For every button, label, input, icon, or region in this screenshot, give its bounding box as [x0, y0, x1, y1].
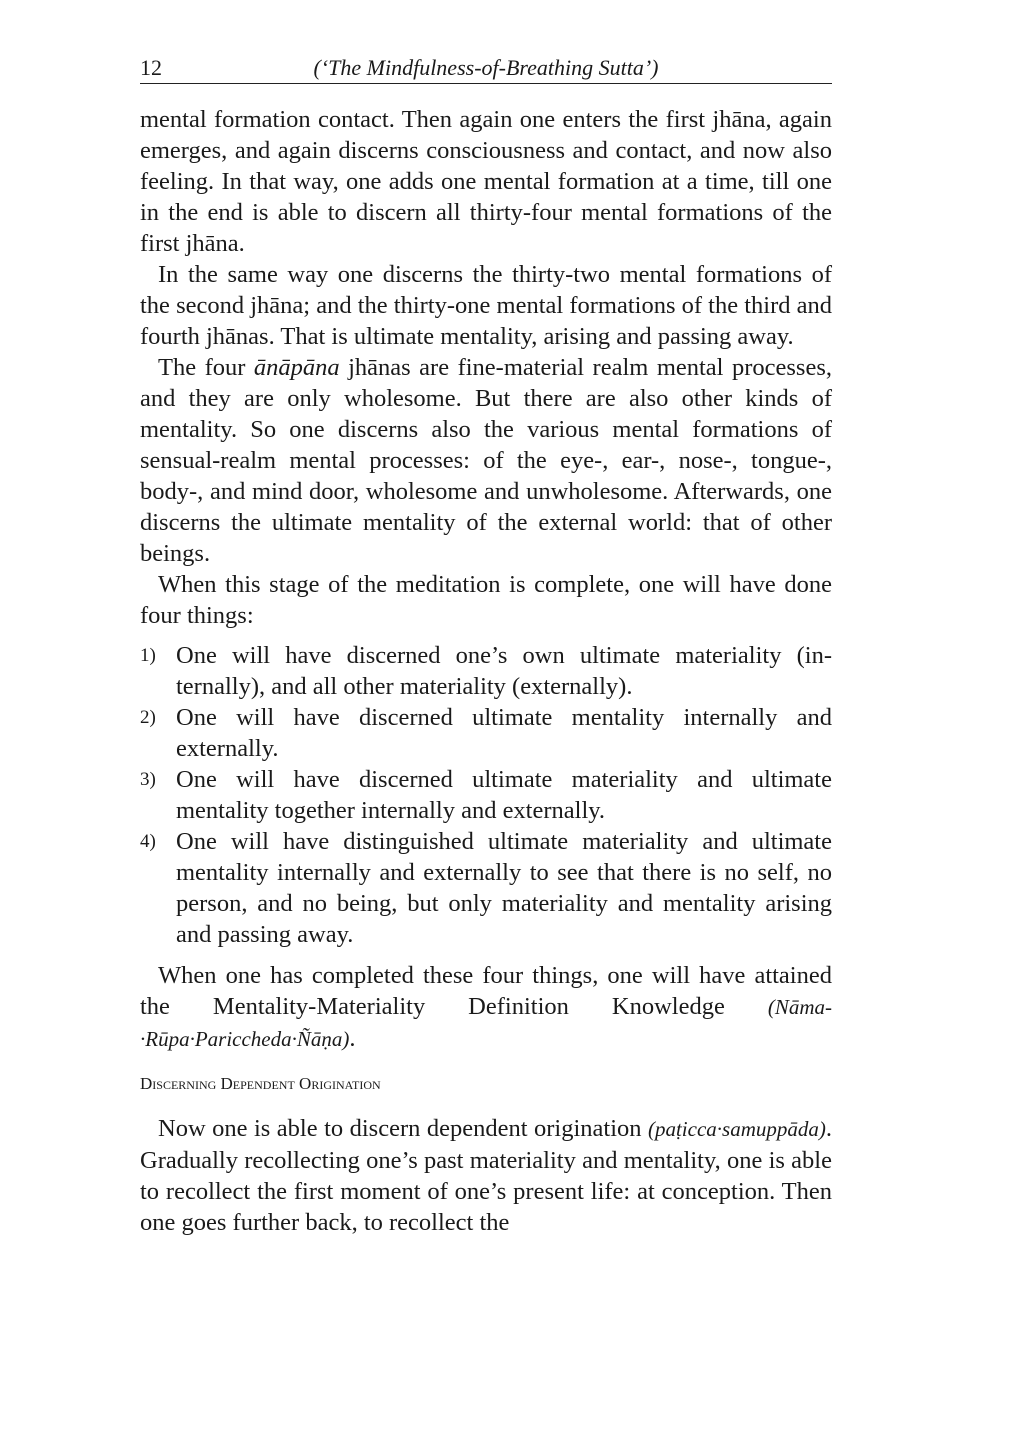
- body-text: [140, 104, 832, 1238]
- running-header: [140, 52, 832, 84]
- list-item-text: One will have discerned ultimate materiality and ultimate mentality together internally and externally.: [176, 766, 832, 824]
- list-item: [140, 764, 832, 826]
- paragraph-5: [140, 960, 832, 1055]
- paragraph-3-rest: jhānas are fine-material realm mental processes, and they are only wholesome. But there are also other kinds of mentality. So one discerns also the various mental formations of sensual-realm mental processes: of the eye-, ear-, nose-, tongue-, body-, and mind door, wholesome and unwholesome. Afterwards, one discerns the ultimate mentality of the external world: that of other beings.: [140, 354, 832, 567]
- list-item-number: 3): [140, 769, 156, 790]
- paragraph-5-term: (Nāma-·Rūpa·Pariccheda·Ñāṇa): [140, 995, 832, 1051]
- book-page: [140, 52, 832, 1238]
- paragraph-6-term: (paṭicca·samuppāda): [647, 1117, 826, 1141]
- paragraph-6: [140, 1113, 832, 1238]
- paragraph-6-rest: . Gradually recollecting one’s past materiality and mentality, one is able to recollect the first moment of one’s present life: at conception. Then one goes further back, to recollect the: [140, 1115, 832, 1236]
- paragraph-3: [140, 352, 832, 569]
- paragraph-5-lead: When one has completed these four things, one will have attained the Mentality-Materiality Definition Knowledge: [140, 962, 832, 1020]
- paragraph-2: In the same way one discerns the thirty-two mental formations of the second jhāna; and the thirty-one mental formations of the third and fourth jhānas. That is ultimate mentality, arising and passing away.: [140, 261, 832, 350]
- list-item-text: One will have distinguished ultimate materiality and ultimate mentality internally and externally to see that there is no self, no person, and no being, but only materiality and mentality arising and passing away.: [176, 828, 832, 948]
- paragraph-3-term: ānāpāna: [253, 354, 340, 381]
- running-title: (‘The Mindfulness-of-Breathing Sutta’): [313, 55, 659, 80]
- paragraph-4: When this stage of the meditation is complete, one will have done four things:: [140, 571, 832, 629]
- list-item: [140, 702, 832, 764]
- paragraph-3-lead: The four: [158, 354, 254, 381]
- four-things-list: [140, 640, 832, 950]
- list-item-number: 4): [140, 831, 156, 852]
- paragraph-1: mental formation contact. Then again one enters the first jhāna, again emerges, and again discerns consciousness and contact, and now also feeling. In that way, one adds one mental formation at a time, till one in the end is able to discern all thirty-four mental formations of the first jhāna.: [140, 106, 832, 257]
- list-item: [140, 640, 832, 702]
- page-number: 12: [140, 55, 162, 80]
- paragraph-6-lead: Now one is able to discern dependent origination: [158, 1115, 648, 1142]
- list-item-text: One will have discerned ultimate mentality internally and externally.: [176, 704, 832, 762]
- section-heading: Discerning Dependent Origination: [140, 1074, 381, 1093]
- list-item: [140, 826, 832, 950]
- paragraph-5-rest: .: [349, 1025, 356, 1052]
- list-item-number: 2): [140, 707, 156, 728]
- list-item-number: 1): [140, 645, 156, 666]
- list-item-text: One will have discerned one’s own ultimate materiality (internally), and all other materiality (externally).: [176, 642, 832, 700]
